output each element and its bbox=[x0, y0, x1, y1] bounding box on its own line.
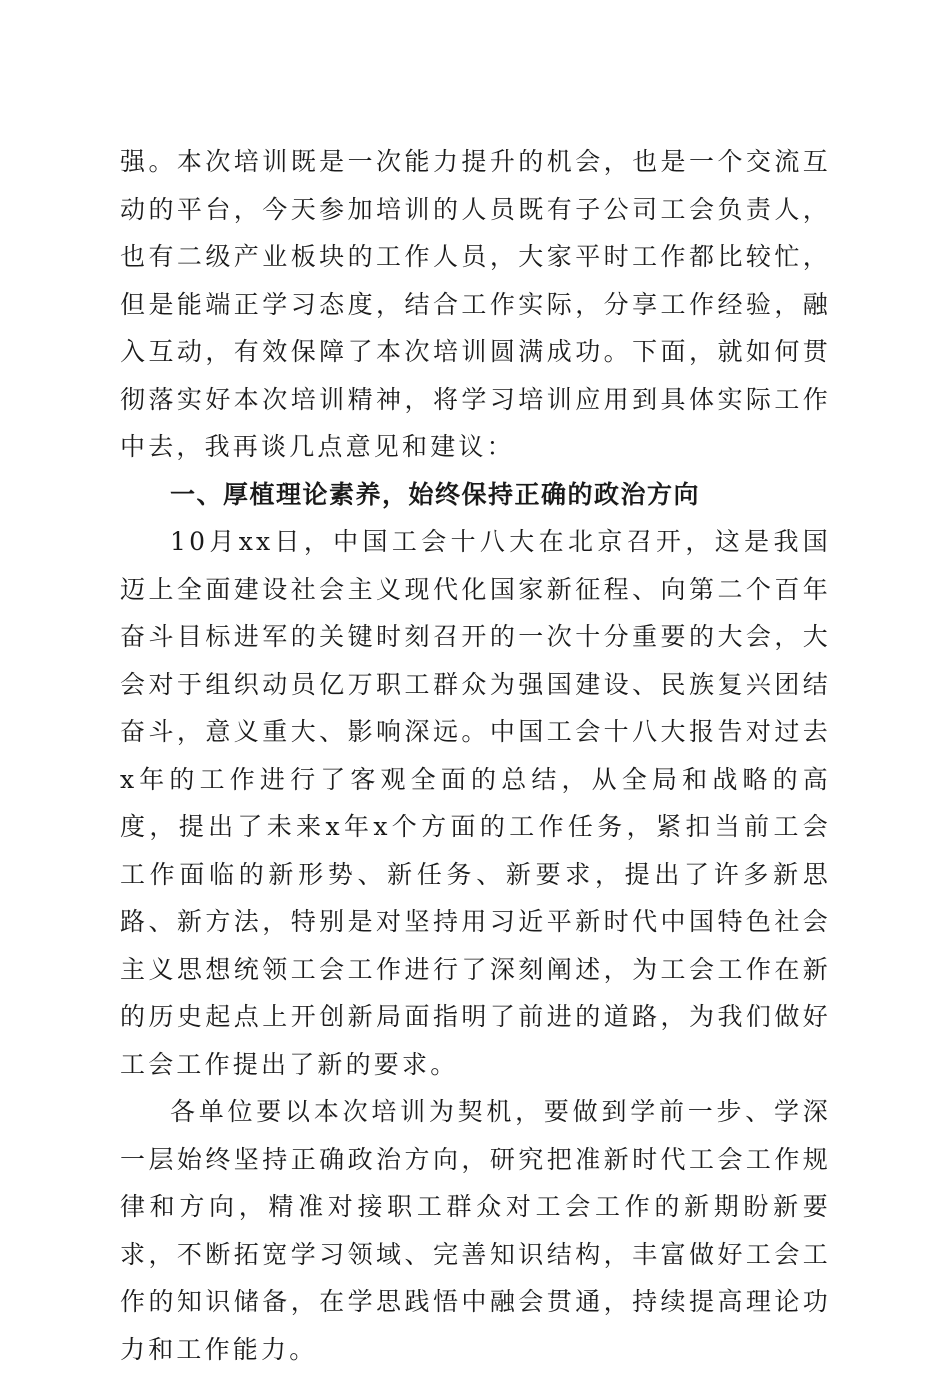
document-body bbox=[120, 138, 831, 1373]
section-heading: 一、厚植理论素养，始终保持正确的政治方向 bbox=[170, 479, 701, 509]
body-paragraph-1: 强。本次培训既是一次能力提升的机会，也是一个交流互动的平台，今天参加培训的人员既有子公司工会负责人，也有二级产业板块的工作人员，大家平时工作都比较忙，但是能端正学习态度，结合工作实际，分享工作经验，融入互动，有效保障了本次培训圆满成功。下面，就如何贯彻落实好本次培训精神，将学习培训应用到具体实际工作中去，我再谈几点意见和建议： bbox=[120, 147, 831, 461]
body-paragraph-3: 各单位要以本次培训为契机，要做到学前一步、学深一层始终坚持正确政治方向，研究把准新时代工会工作规律和方向，精准对接职工群众对工会工作的新期盼新要求，不断拓宽学习领域、完善知识结构，丰富做好工会工作的知识储备，在学思践悟中融会贯通，持续提高理论功力和工作能力。 bbox=[120, 1097, 831, 1364]
body-paragraph-2: 10月xx日，中国工会十八大在北京召开，这是我国迈上全面建设社会主义现代化国家新征程、向第二个百年奋斗目标进军的关键时刻召开的一次十分重要的大会，大会对于组织动员亿万职工群众为强国建设、民族复兴团结奋斗，意义重大、影响深远。中国工会十八大报告对过去x年的工作进行了客观全面的总结，从全局和战略的高度，提出了未来x年x个方面的工作任务，紧扣当前工会工作面临的新形势、新任务、新要求，提出了许多新思路、新方法，特别是对坚持用习近平新时代中国特色社会主义思想统领工会工作进行了深刻阐述，为工会工作在新的历史起点上开创新局面指明了前进的道路，为我们做好工会工作提出了新的要求。 bbox=[120, 527, 831, 1079]
